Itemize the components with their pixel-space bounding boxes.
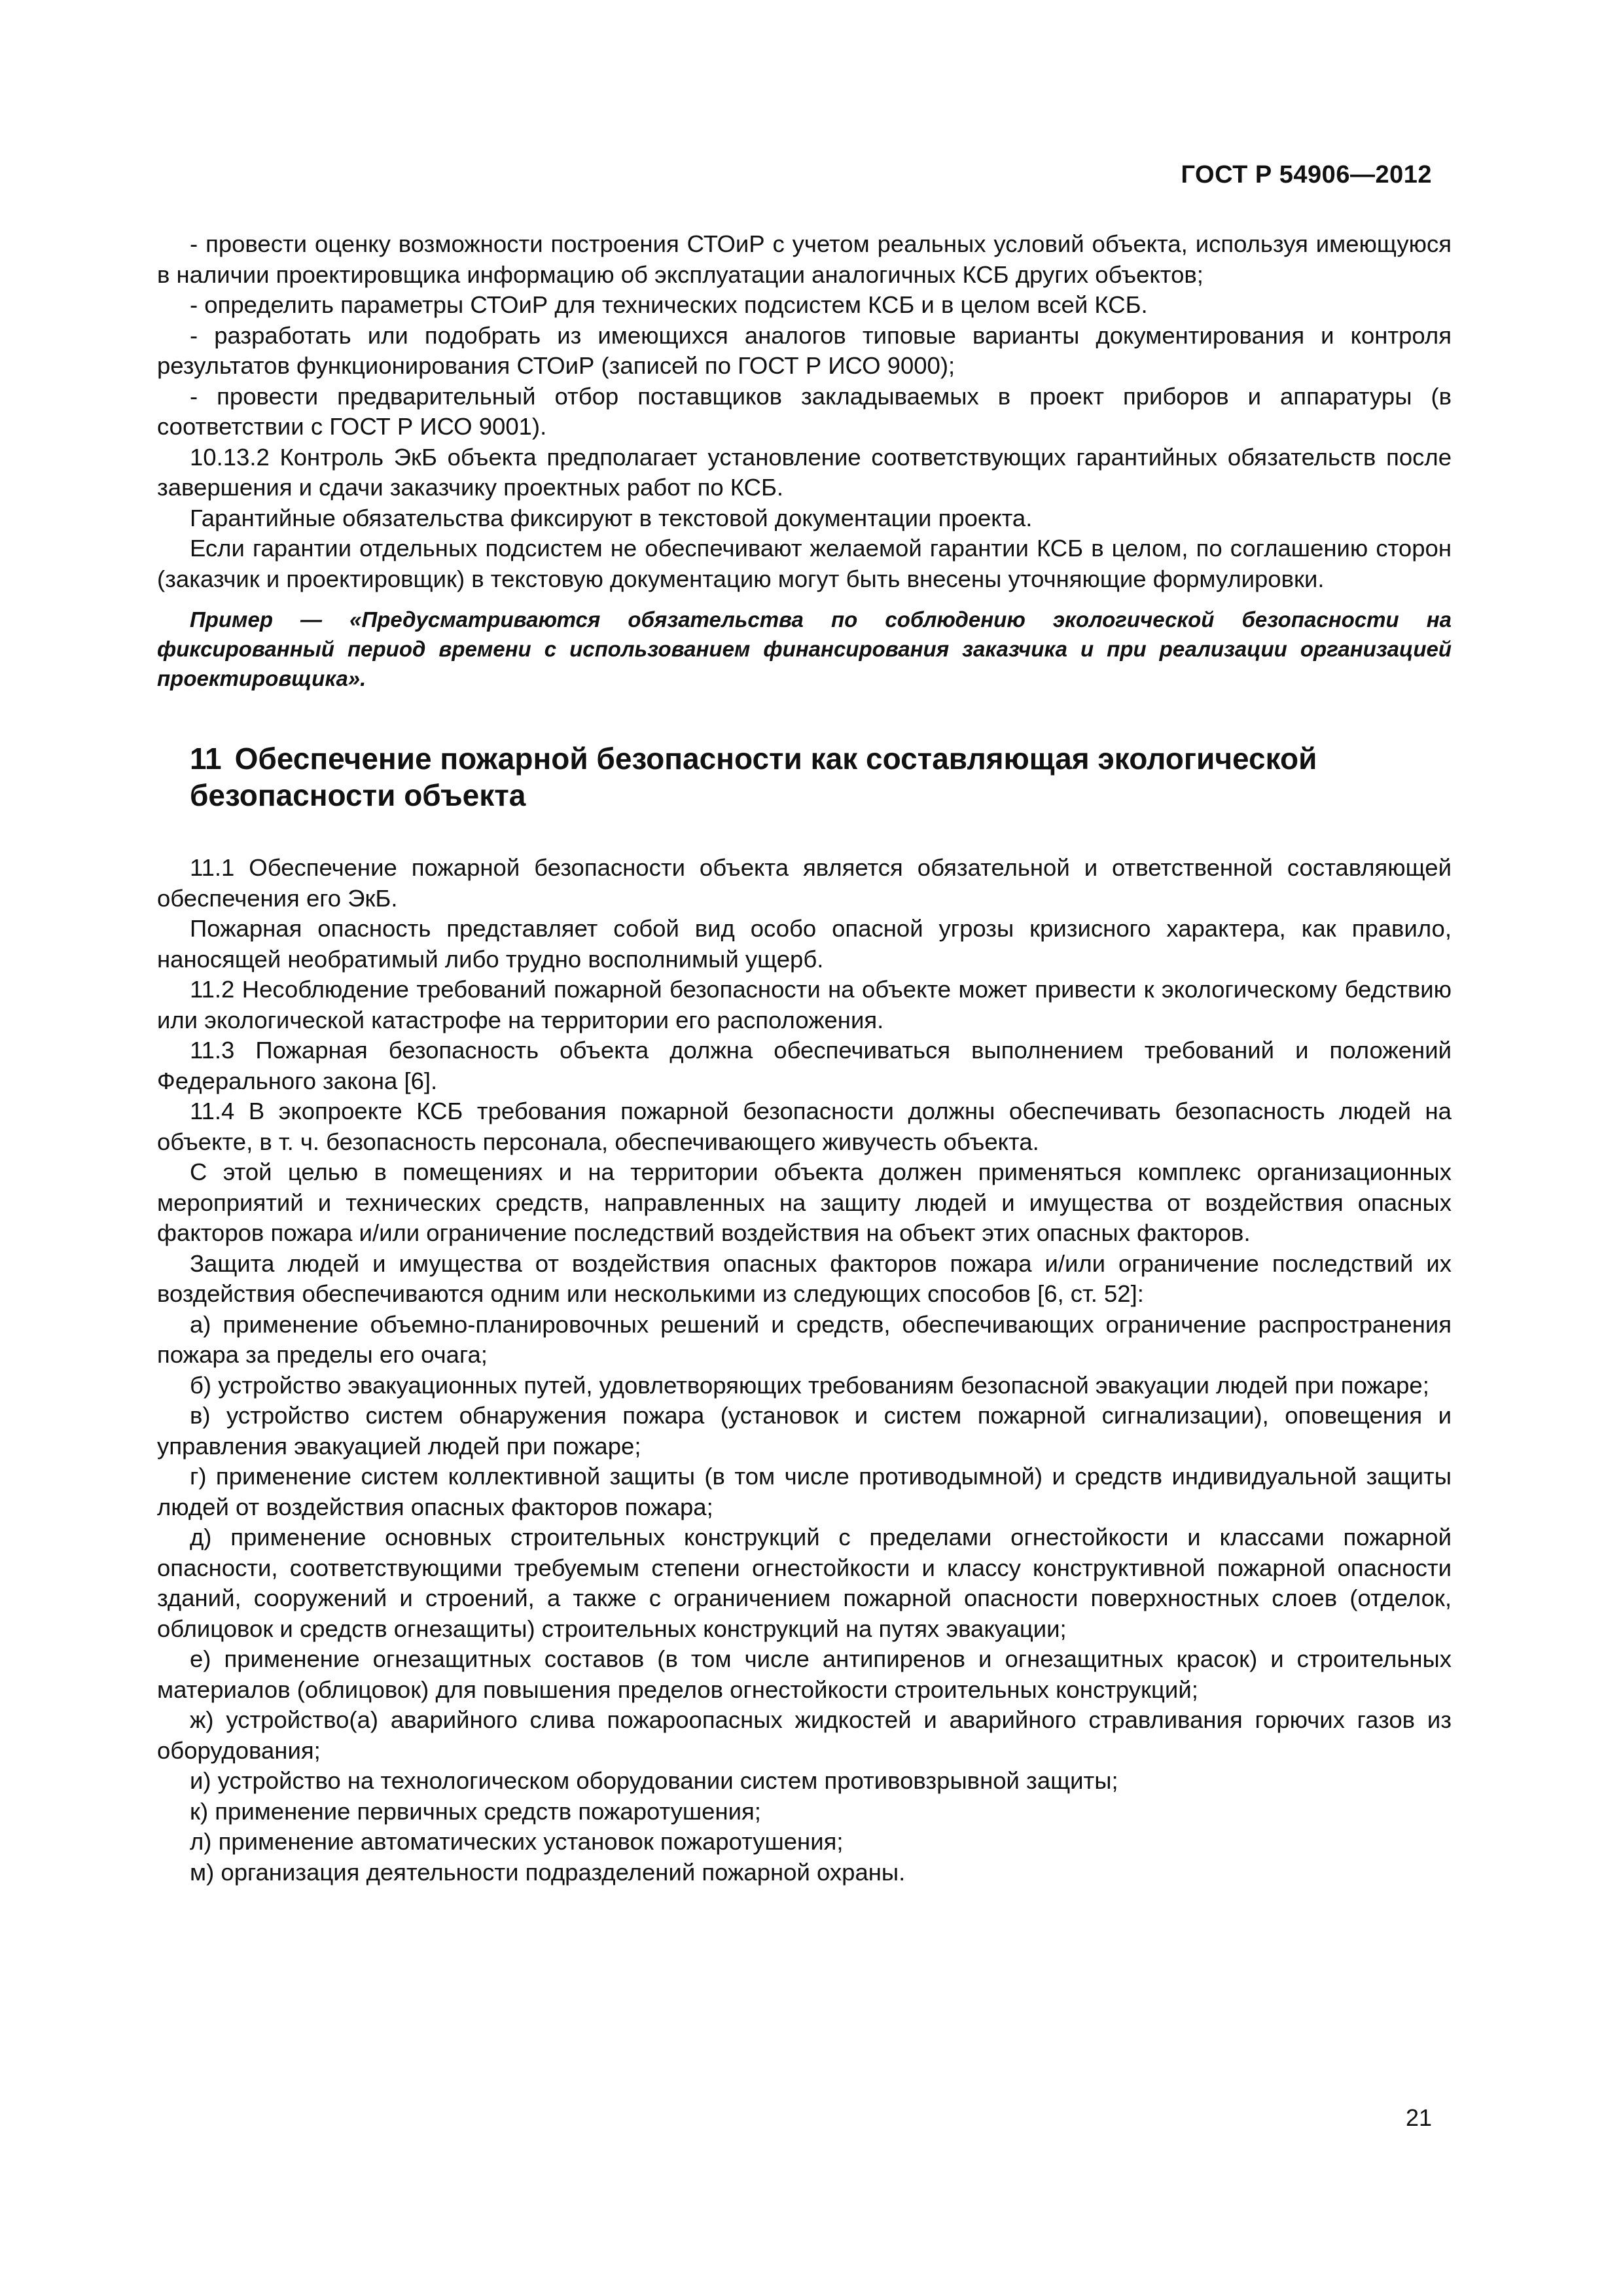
page-content	[157, 229, 1452, 1888]
document-code: ГОСТ Р 54906—2012	[1181, 161, 1432, 188]
section-number: 11	[190, 742, 222, 776]
list-item: д) применение основных строительных конструкций с пределами огнестойкости и классами пожарной опасности, соответствующими требуемым степени огнестойкости и классу конструктивной пожарной опасности зданий, сооружений и строений, а также с ограничением пожарной опасности поверхностных слоев (отделок, облицовок и средств огнезащиты) строительных конструкций на путях эвакуации;	[157, 1524, 1452, 1642]
paragraph: 11.3 Пожарная безопасность объекта должна обеспечиваться выполнением требований и положений Федерального закона [6].	[157, 1037, 1452, 1094]
paragraph: Если гарантии отдельных подсистем не обеспечивают желаемой гарантии КСБ в целом, по соглашению сторон (заказчик и проектировщик) в текстовую документацию могут быть внесены уточняющие формулировки.	[157, 535, 1452, 592]
list-item: г) применение систем коллективной защиты (в том числе противодымной) и средств индивидуальной защиты людей от воздействия опасных факторов пожара;	[157, 1463, 1452, 1520]
list-item: б) устройство эвакуационных путей, удовлетворяющих требованиям безопасной эвакуации людей при пожаре;	[190, 1371, 1429, 1399]
page-number: 21	[1405, 2104, 1432, 2131]
paragraph: 11.4 В экопроекте КСБ требования пожарной безопасности должны обеспечивать безопасность людей на объекте, в т. ч. безопасность персонала, обеспечивающего живучесть объекта.	[157, 1098, 1452, 1155]
list-item: е) применение огнезащитных составов (в том числе антипиренов и огнезащитных красок) и строительных материалов (облицовок) для повышения пределов огнестойкости строительных конструкций;	[157, 1645, 1452, 1703]
paragraph: 10.13.2 Контроль ЭкБ объекта предполагает установление соответствующих гарантийных обязательств после завершения и сдачи заказчику проектных работ по КСБ.	[157, 443, 1452, 501]
list-item: в) устройство систем обнаружения пожара (установок и систем пожарной сигнализации), оповещения и управления эвакуацией людей при пожаре;	[157, 1402, 1452, 1460]
paragraph: 11.2 Несоблюдение требований пожарной безопасности на объекте может привести к экологическому бедствию или экологической катастрофе на территории его расположения.	[157, 976, 1452, 1033]
list-item: м) организация деятельности подразделений пожарной охраны.	[190, 1858, 906, 1886]
paragraph: - провести предварительный отбор поставщиков закладываемых в проект приборов и аппаратуры (в соответствии с ГОСТ Р ИСО 9001).	[157, 382, 1452, 440]
paragraph: Пожарная опасность представляет собой вид особо опасной угрозы кризисного характера, как правило, наносящей необратимый либо трудно восполнимый ущерб.	[157, 915, 1452, 973]
paragraph: - провести оценку возможности построения СТОиР с учетом реальных условий объекта, используя имеющуюся в наличии проектировщика информацию об эксплуатации аналогичных КСБ других объектов;	[157, 230, 1452, 288]
paragraph: С этой целью в помещениях и на территории объекта должен применяться комплекс организационных мероприятий и технических средств, направленных на защиту людей и имущества от воздействия опасных факторов пожара и/или ограничение последствий воздействия на объект этих опасных факторов.	[157, 1158, 1452, 1246]
list-item: ж) устройство(а) аварийного слива пожароопасных жидкостей и аварийного стравливания горючих газов из оборудования;	[157, 1706, 1452, 1764]
paragraph: 11.1 Обеспечение пожарной безопасности объекта является обязательной и ответственной составляющей обеспечения его ЭкБ.	[157, 854, 1452, 912]
paragraph: - определить параметры СТОиР для технических подсистем КСБ и в целом всей КСБ.	[190, 291, 1148, 318]
paragraph: Защита людей и имущества от воздействия опасных факторов пожара и/или ограничение последствий их воздействия обеспечиваются одним или несколькими из следующих способов [6, ст. 52]:	[157, 1249, 1452, 1307]
list-item: к) применение первичных средств пожаротушения;	[190, 1797, 761, 1825]
list-item: л) применение автоматических установок пожаротушения;	[190, 1828, 844, 1855]
list-item: а) применение объемно-планировочных решений и средств, обеспечивающих ограничение распространения пожара за пределы его очага;	[157, 1310, 1452, 1368]
section-heading	[190, 740, 1452, 814]
paragraph: Гарантийные обязательства фиксируют в текстовой документации проекта.	[190, 504, 1033, 531]
paragraph: - разработать или подобрать из имеющихся аналогов типовые варианты документирования и контроля результатов функционирования СТОиР (записей по ГОСТ Р ИСО 9000);	[157, 321, 1452, 379]
list-item: и) устройство на технологическом оборудовании систем противовзрывной защиты;	[190, 1767, 1118, 1794]
section-title-text: Обеспечение пожарной безопасности как составляющая экологической безопасности объекта	[190, 742, 1317, 812]
example-note: Пример — «Предусматриваются обязательства по соблюдению экологической безопасности на фиксированный период времени с использованием финансирования заказчика и при реализации организацией проектировщика».	[157, 607, 1452, 691]
